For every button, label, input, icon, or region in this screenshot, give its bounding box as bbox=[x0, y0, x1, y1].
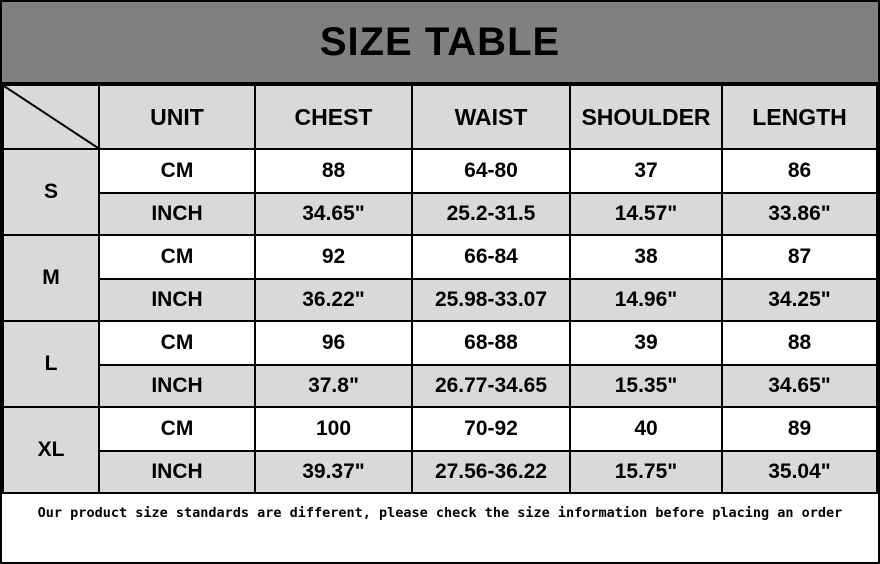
diagonal-split-icon bbox=[3, 85, 99, 149]
cell-waist: 25.98-33.07 bbox=[412, 279, 570, 321]
size-label-s: S bbox=[3, 149, 99, 235]
size-label-l: L bbox=[3, 321, 99, 407]
cell-length: 86 bbox=[722, 149, 877, 193]
cell-waist: 26.77-34.65 bbox=[412, 365, 570, 407]
size-note-text: Our product size standards are different, please check the size information before placing an order bbox=[37, 505, 843, 521]
cell-unit: INCH bbox=[99, 365, 255, 407]
table-row bbox=[3, 407, 877, 451]
cell-chest: 96 bbox=[255, 321, 412, 365]
table-row bbox=[3, 451, 877, 493]
cell-waist: 66-84 bbox=[412, 235, 570, 279]
table-row bbox=[3, 321, 877, 365]
cell-unit: CM bbox=[99, 235, 255, 279]
table-row bbox=[3, 365, 877, 407]
page-title: SIZE TABLE bbox=[319, 19, 561, 64]
cell-length: 34.65" bbox=[722, 365, 877, 407]
cell-length: 33.86" bbox=[722, 193, 877, 235]
cell-chest: 100 bbox=[255, 407, 412, 451]
cell-shoulder: 38 bbox=[570, 235, 722, 279]
cell-waist: 70-92 bbox=[412, 407, 570, 451]
cell-unit: CM bbox=[99, 407, 255, 451]
table-row bbox=[3, 235, 877, 279]
cell-shoulder: 39 bbox=[570, 321, 722, 365]
table-row bbox=[3, 149, 877, 193]
cell-shoulder: 15.35" bbox=[570, 365, 722, 407]
size-label-xl: XL bbox=[3, 407, 99, 493]
cell-shoulder: 14.57" bbox=[570, 193, 722, 235]
cell-waist: 25.2-31.5 bbox=[412, 193, 570, 235]
cell-shoulder: 14.96" bbox=[570, 279, 722, 321]
cell-unit: INCH bbox=[99, 193, 255, 235]
column-header-waist: WAIST bbox=[412, 85, 570, 149]
size-table bbox=[2, 84, 878, 494]
cell-shoulder: 40 bbox=[570, 407, 722, 451]
cell-length: 34.25" bbox=[722, 279, 877, 321]
cell-waist: 68-88 bbox=[412, 321, 570, 365]
cell-waist: 64-80 bbox=[412, 149, 570, 193]
size-note bbox=[2, 494, 878, 562]
cell-length: 89 bbox=[722, 407, 877, 451]
cell-chest: 92 bbox=[255, 235, 412, 279]
table-row bbox=[3, 279, 877, 321]
column-header-length: LENGTH bbox=[722, 85, 877, 149]
cell-chest: 39.37" bbox=[255, 451, 412, 493]
cell-unit: CM bbox=[99, 321, 255, 365]
table-row bbox=[3, 193, 877, 235]
cell-unit: INCH bbox=[99, 451, 255, 493]
cell-chest: 37.8" bbox=[255, 365, 412, 407]
table-header-row bbox=[3, 85, 877, 149]
title-bar bbox=[2, 2, 878, 84]
size-label-m: M bbox=[3, 235, 99, 321]
cell-length: 35.04" bbox=[722, 451, 877, 493]
cell-chest: 34.65" bbox=[255, 193, 412, 235]
column-header-shoulder: SHOULDER bbox=[570, 85, 722, 149]
cell-chest: 88 bbox=[255, 149, 412, 193]
cell-waist: 27.56-36.22 bbox=[412, 451, 570, 493]
cell-unit: CM bbox=[99, 149, 255, 193]
cell-length: 87 bbox=[722, 235, 877, 279]
cell-shoulder: 37 bbox=[570, 149, 722, 193]
column-header-chest: CHEST bbox=[255, 85, 412, 149]
cell-shoulder: 15.75" bbox=[570, 451, 722, 493]
cell-chest: 36.22" bbox=[255, 279, 412, 321]
column-header-unit: UNIT bbox=[99, 85, 255, 149]
cell-length: 88 bbox=[722, 321, 877, 365]
cell-unit: INCH bbox=[99, 279, 255, 321]
